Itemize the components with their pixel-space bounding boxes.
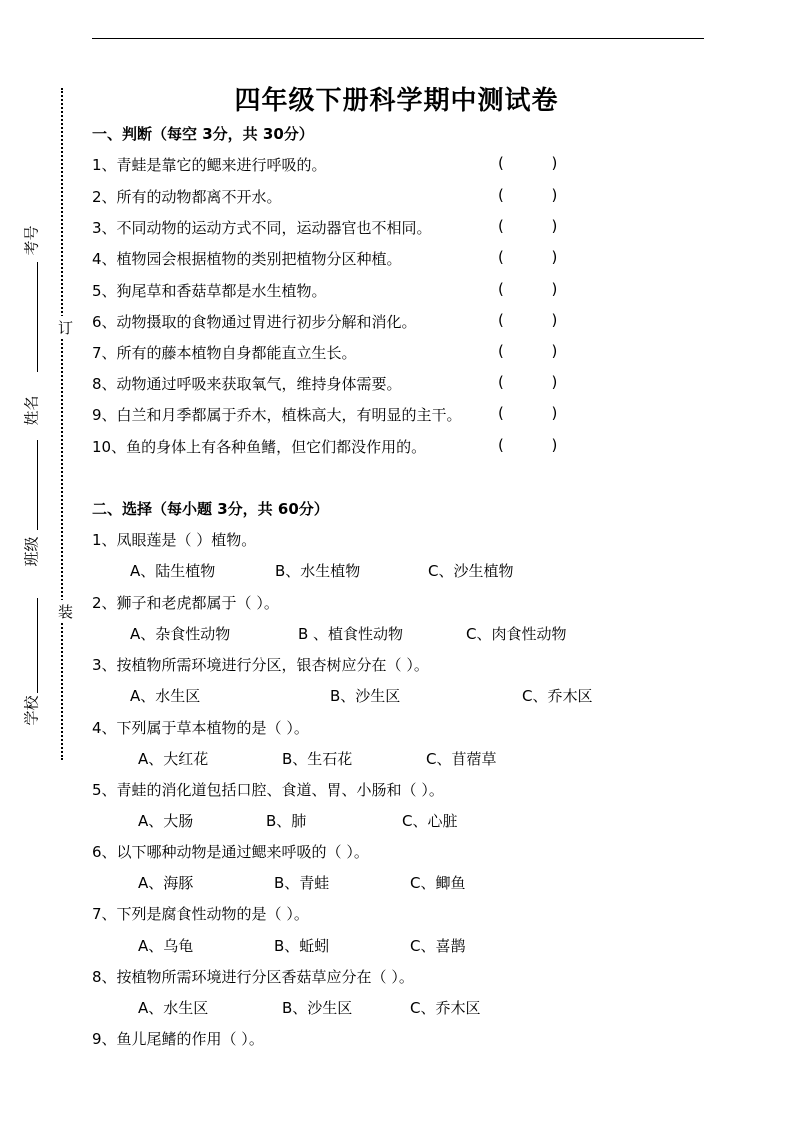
answer-blank[interactable]: ( )	[498, 436, 558, 454]
section1-heading: 一、判断（每空 3分，共 30分）	[92, 125, 314, 143]
top-rule	[92, 38, 704, 39]
choice-question: 2、狮子和老虎都属于（ ）。	[92, 594, 279, 612]
choice-option[interactable]: B、肺	[266, 812, 307, 830]
binding-zhuang-label: 装	[58, 600, 73, 623]
answer-blank[interactable]: ( )	[498, 154, 558, 172]
choice-option[interactable]: C、苜蓿草	[426, 750, 497, 768]
choice-question: 3、按植物所需环境进行分区，银杏树应分在（ ）。	[92, 656, 429, 674]
choice-question: 1、凤眼莲是（ ）植物。	[92, 531, 257, 549]
choice-option[interactable]: B、沙生区	[330, 687, 401, 705]
choice-option[interactable]: B、沙生区	[282, 999, 353, 1017]
choice-option[interactable]: C、喜鹊	[410, 937, 466, 955]
judge-item: 7、所有的藤本植物自身都能直立生长。	[92, 344, 357, 362]
name-label: 姓名	[22, 395, 41, 426]
answer-blank[interactable]: ( )	[498, 217, 558, 235]
name-field[interactable]	[37, 440, 38, 530]
binding-dotted-line	[61, 88, 63, 760]
judge-item: 10、鱼的身体上有各种鱼鳍，但它们都没作用的。	[92, 438, 427, 456]
choice-option[interactable]: B、青蛙	[274, 874, 330, 892]
choice-option[interactable]: A、水生区	[130, 687, 201, 705]
choice-question: 9、鱼儿尾鳍的作用（ ）。	[92, 1030, 264, 1048]
exam-no-field[interactable]	[37, 262, 38, 372]
choice-option[interactable]: A、大红花	[138, 750, 209, 768]
judge-item: 8、动物通过呼吸来获取氧气，维持身体需要。	[92, 375, 402, 393]
page-title: 四年级下册科学期中测试卷	[234, 86, 559, 116]
answer-blank[interactable]: ( )	[498, 311, 558, 329]
choice-option[interactable]: B、生石花	[282, 750, 353, 768]
answer-blank[interactable]: ( )	[498, 280, 558, 298]
answer-blank[interactable]: ( )	[498, 404, 558, 422]
choice-question: 8、按植物所需环境进行分区香菇草应分在（ ）。	[92, 968, 414, 986]
judge-item: 6、动物摄取的食物通过胃进行初步分解和消化。	[92, 313, 417, 331]
choice-option[interactable]: C、心脏	[402, 812, 458, 830]
choice-option[interactable]: A、陆生植物	[130, 562, 216, 580]
judge-item: 4、植物园会根据植物的类别把植物分区种植。	[92, 250, 402, 268]
exam-no-label: 考号	[22, 225, 41, 256]
section2-heading: 二、选择（每小题 3分，共 60分）	[92, 500, 329, 518]
choice-option[interactable]: C、乔木区	[522, 687, 593, 705]
choice-option[interactable]: A、杂食性动物	[130, 625, 231, 643]
choice-option[interactable]: B 、植食性动物	[298, 625, 404, 643]
choice-question: 6、以下哪种动物是通过鳃来呼吸的（ ）。	[92, 843, 369, 861]
choice-option[interactable]: C、鲫鱼	[410, 874, 466, 892]
choice-option[interactable]: C、乔木区	[410, 999, 481, 1017]
choice-option[interactable]: B、蚯蚓	[274, 937, 330, 955]
answer-blank[interactable]: ( )	[498, 248, 558, 266]
choice-option[interactable]: C、肉食性动物	[466, 625, 567, 643]
judge-item: 2、所有的动物都离不开水。	[92, 188, 282, 206]
choice-option[interactable]: A、大肠	[138, 812, 194, 830]
binding-ding-label: 订	[58, 316, 73, 339]
judge-item: 5、狗尾草和香菇草都是水生植物。	[92, 282, 327, 300]
class-field[interactable]	[37, 598, 38, 693]
judge-item: 3、不同动物的运动方式不同，运动器官也不相同。	[92, 219, 432, 237]
judge-item: 1、青蛙是靠它的鳃来进行呼吸的。	[92, 156, 327, 174]
choice-option[interactable]: A、乌龟	[138, 937, 194, 955]
choice-option[interactable]: B、水生植物	[275, 562, 361, 580]
choice-question: 7、下列是腐食性动物的是（ ）。	[92, 905, 309, 923]
choice-option[interactable]: A、海豚	[138, 874, 194, 892]
choice-question: 4、下列属于草本植物的是（ ）。	[92, 719, 309, 737]
answer-blank[interactable]: ( )	[498, 342, 558, 360]
choice-option[interactable]: A、水生区	[138, 999, 209, 1017]
school-label: 学校	[22, 695, 41, 726]
judge-item: 9、白兰和月季都属于乔木，植株高大，有明显的主干。	[92, 406, 462, 424]
choice-option[interactable]: C、沙生植物	[428, 562, 514, 580]
class-label: 班级	[22, 536, 41, 567]
choice-question: 5、青蛙的消化道包括口腔、食道、胃、小肠和（ ）。	[92, 781, 444, 799]
answer-blank[interactable]: ( )	[498, 186, 558, 204]
answer-blank[interactable]: ( )	[498, 373, 558, 391]
